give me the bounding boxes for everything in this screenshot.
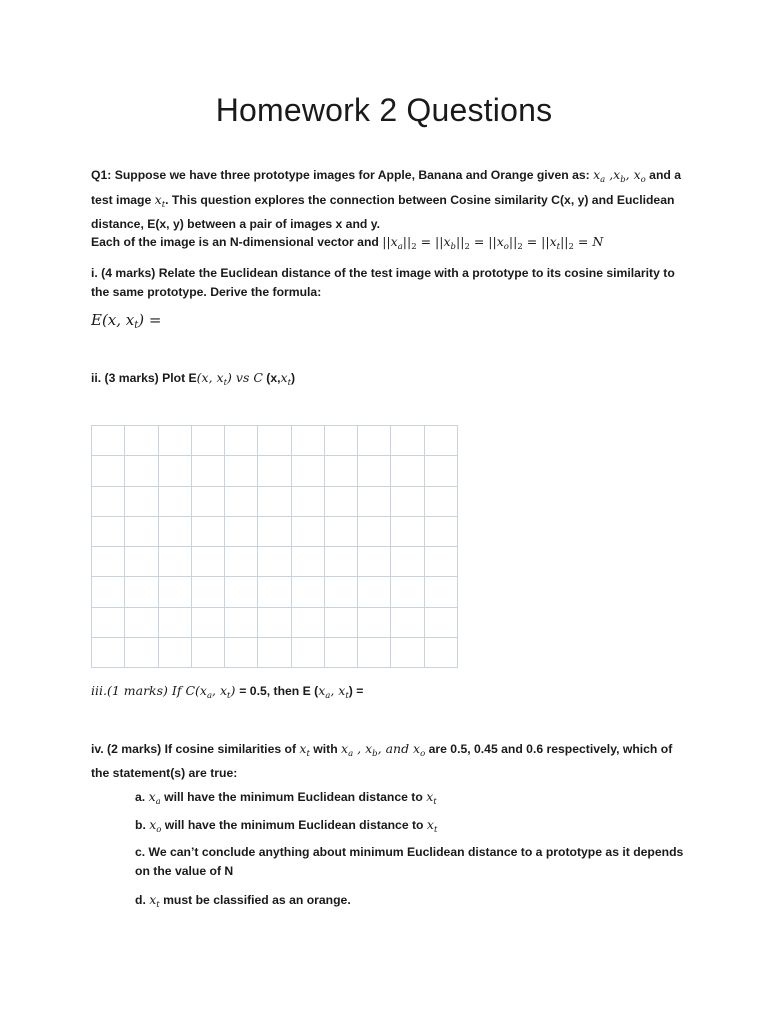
option-b-text: will have the minimum Euclidean distance to bbox=[161, 818, 427, 832]
q1-text-a: Suppose we have three prototype images for Apple, Banana and Orange given as: bbox=[111, 168, 594, 182]
part-ii-mid: (x, bbox=[262, 371, 281, 385]
math-norm-equality: $||x_a||_2 = ||x_b||_2 = ||x_o||_2 = ||x_t||_2 = N$ bbox=[382, 234, 604, 252]
math-c-xa-xt: $C(x_a$, $x_t$) bbox=[185, 683, 240, 701]
option-a bbox=[135, 787, 695, 812]
plot-grid bbox=[91, 425, 458, 673]
math-e-vs-c: (x, $x_t$) vs C bbox=[196, 370, 263, 388]
part-ii-prefix: ii. (3 marks) Plot E bbox=[91, 371, 197, 385]
math-xa-opt: $x_a$ bbox=[148, 789, 161, 807]
part-iv-a: iv. (2 marks) If cosine similarities of bbox=[91, 742, 300, 756]
q1-paragraph bbox=[91, 165, 681, 234]
math-xa-xt: $x_a$, $x_t$ bbox=[318, 683, 349, 701]
math-xt-opt-b: $x_t$ bbox=[426, 817, 438, 835]
option-d-prefix: d. bbox=[135, 893, 150, 907]
option-d-text: must be classified as an orange. bbox=[159, 893, 351, 907]
part-iii-end: ) = bbox=[348, 684, 364, 698]
page-title: Homework 2 Questions bbox=[215, 92, 553, 128]
q1-text-c: . This question explores the connection between Cosine similarity C(x, y) and Euclidean distance, E(x, y) between a pair of images x and y. bbox=[91, 193, 675, 231]
part-i-paragraph: i. (4 marks) Relate the Euclidean distance of the test image with a prototype to its cosine similarity to the same prototype. Derive the formula: bbox=[91, 266, 675, 299]
vector-intro-text: Each of the image is an N-dimensional vector and bbox=[91, 235, 383, 249]
math-xo-opt: $x_o$ bbox=[149, 817, 162, 835]
option-b bbox=[135, 815, 695, 840]
formula-e-x-xt: E(x, $x_t$) = bbox=[91, 311, 162, 331]
part-iii-paragraph bbox=[91, 681, 681, 706]
part-iv-paragraph bbox=[91, 739, 681, 783]
plot-grid-svg bbox=[91, 425, 458, 668]
math-xt-2: $x_t$ bbox=[280, 370, 291, 388]
option-c: c. We can’t conclude anything about minimum Euclidean distance to a prototype as it depends on the value of N bbox=[135, 845, 684, 878]
option-a-text: will have the minimum Euclidean distance to bbox=[160, 790, 427, 804]
option-a-prefix: a. bbox=[135, 790, 149, 804]
option-b-prefix: b. bbox=[135, 818, 150, 832]
part-ii-paragraph bbox=[91, 368, 681, 393]
math-xa-xb-and-xo: $x_a$ , $x_b$, and $x_o$ bbox=[341, 741, 426, 759]
q1-text-b: and a test image bbox=[91, 168, 682, 207]
part-iv-c: are 0.5, 0.45 and 0.6 respectively, which of the statement(s) are true: bbox=[91, 742, 673, 780]
math-xt-3: $x_t$ bbox=[299, 741, 310, 759]
q1-label: Q1: bbox=[91, 168, 112, 182]
part-iii-mid: , then E ( bbox=[266, 684, 319, 698]
math-xt-opt-d: $x_t$ bbox=[149, 892, 160, 910]
math-xa-xb-xo: $x_a$ $,x_b$, $x_o$ bbox=[593, 167, 646, 185]
part-iii-prefix: iii.(1 marks) If bbox=[91, 683, 186, 698]
math-xt-opt-a: $x_t$ bbox=[426, 789, 437, 807]
option-d bbox=[135, 890, 695, 915]
part-iii-value: = 0.5 bbox=[239, 684, 267, 698]
part-iv-b: with bbox=[309, 742, 342, 756]
math-xt: $x_t$ bbox=[154, 192, 166, 210]
vector-norm-line bbox=[91, 232, 681, 257]
part-ii-end: ) bbox=[291, 371, 296, 385]
